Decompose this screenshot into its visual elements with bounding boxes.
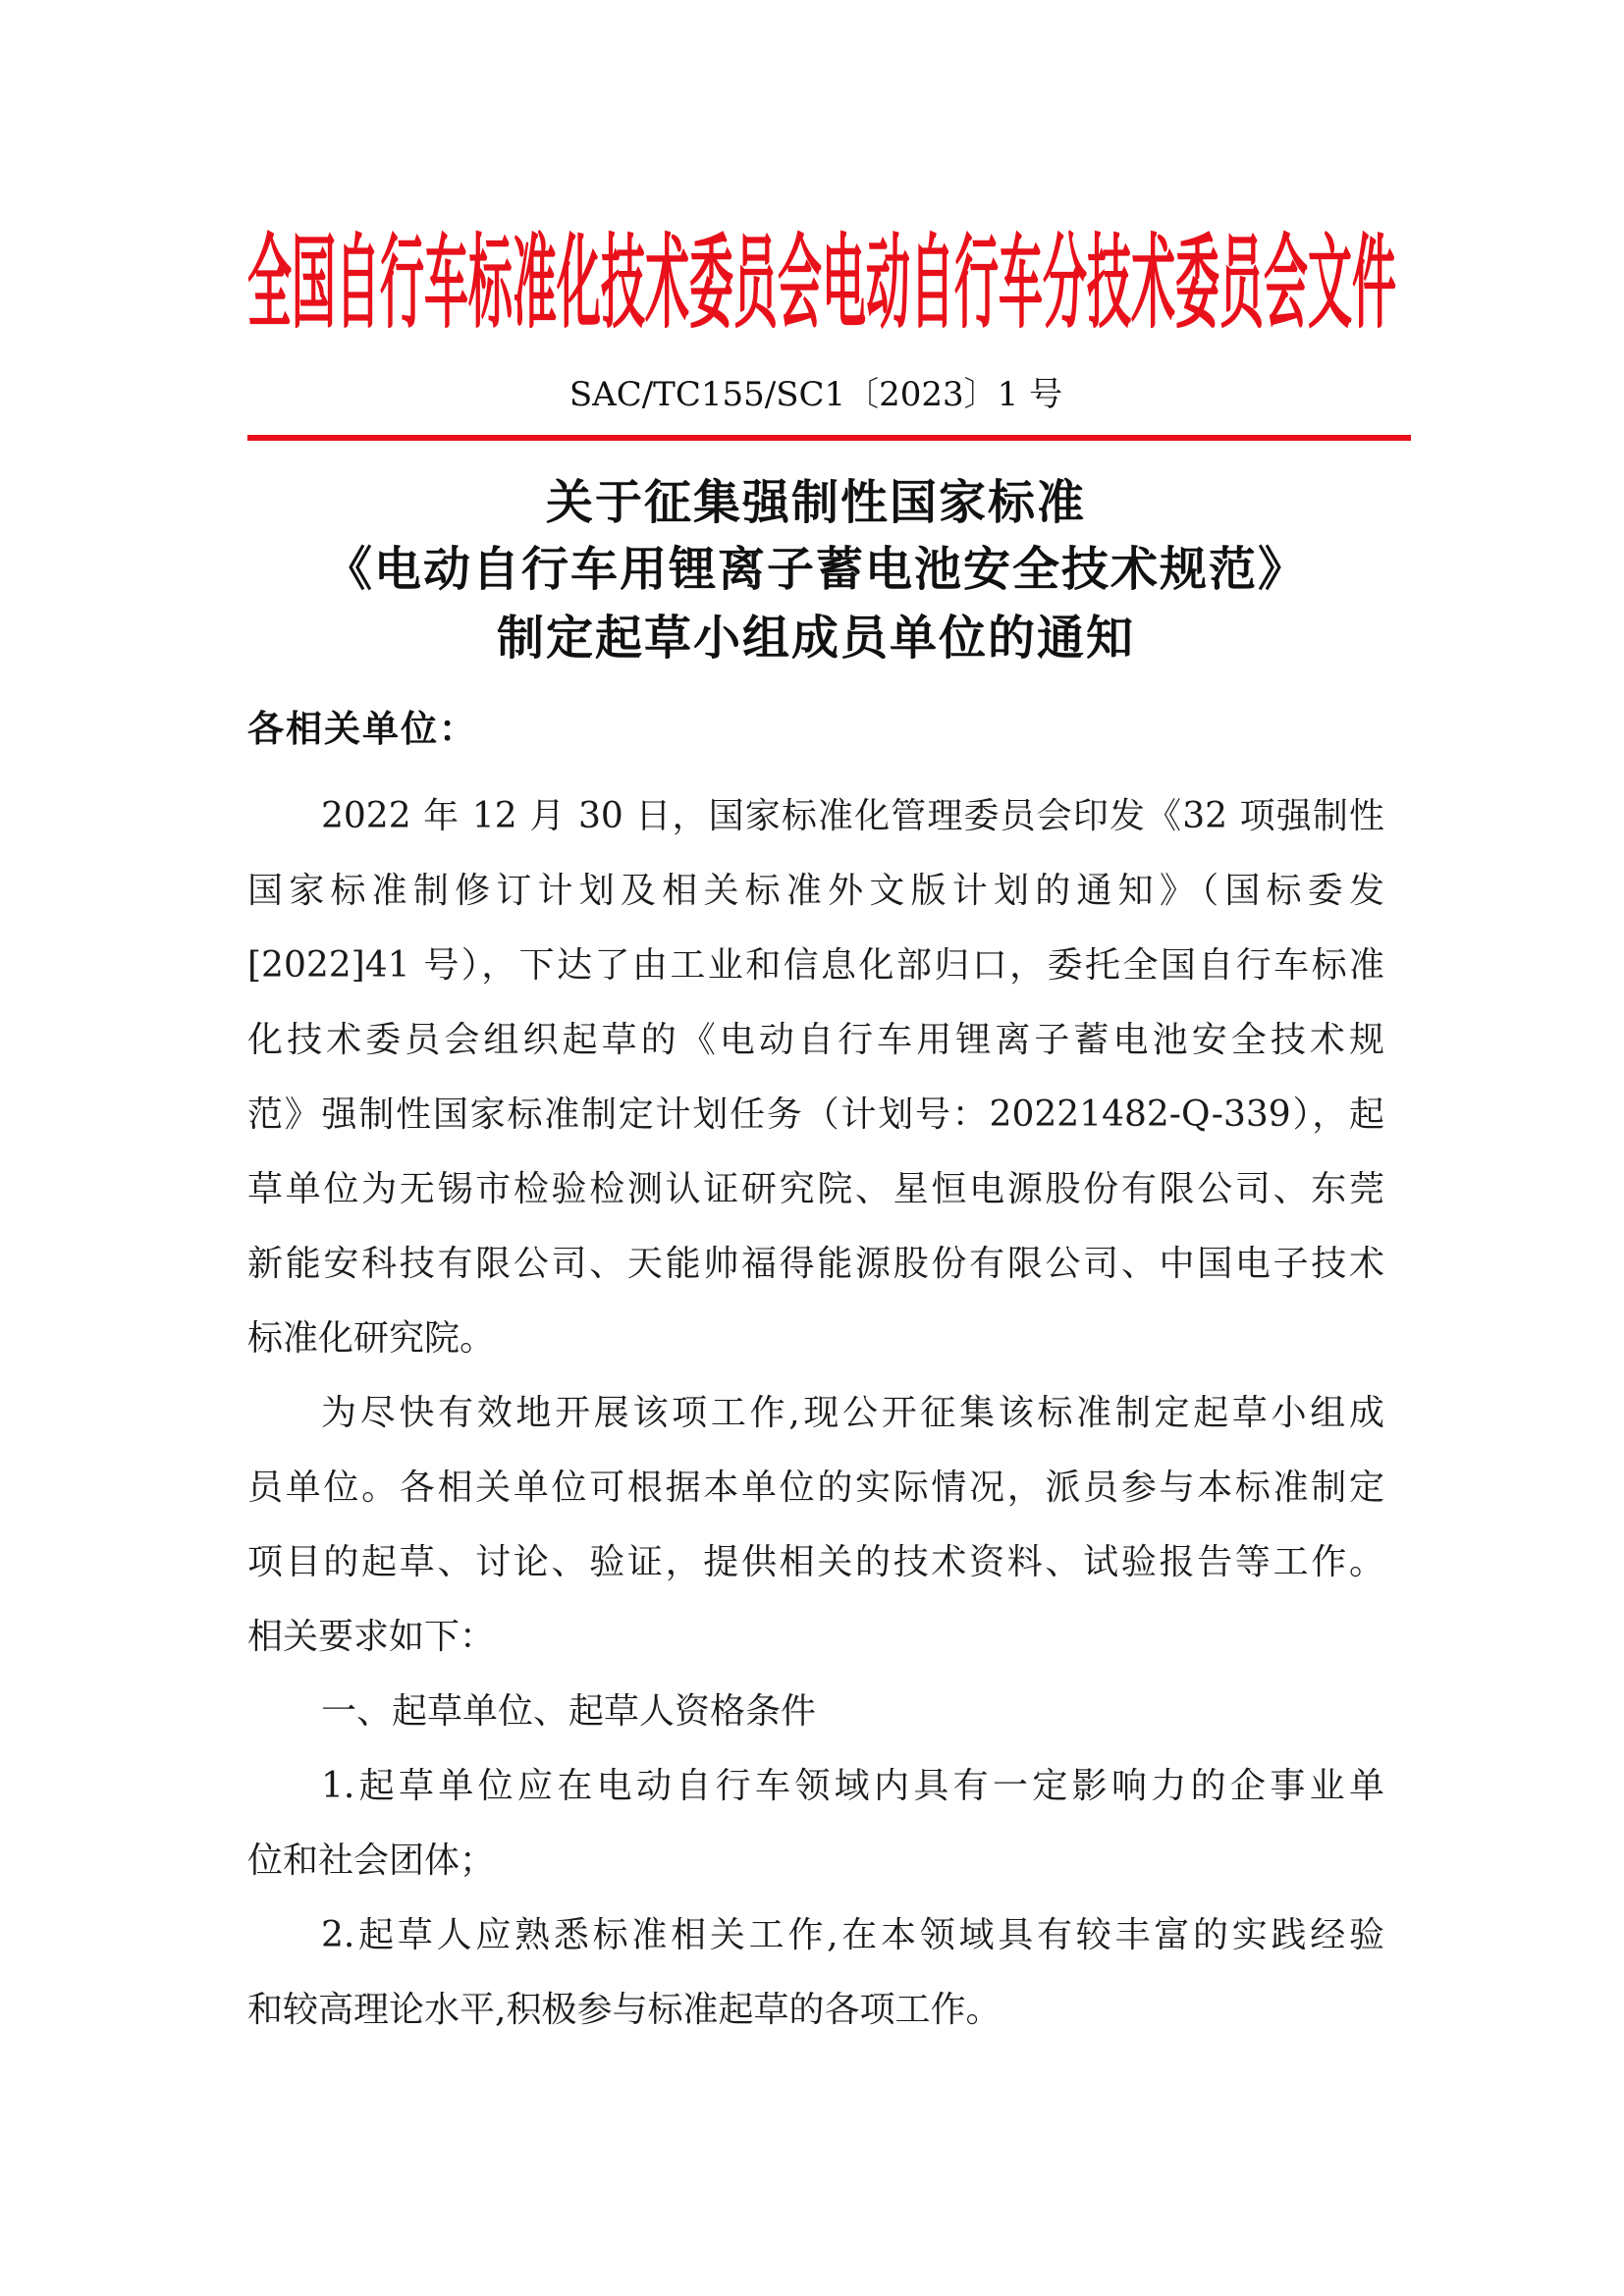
text-line: 范》强制性国家标准制定计划任务（计划号：20221482-Q-339），起 xyxy=(247,1095,1384,1135)
text-line: 为尽快有效地开展该项工作,现公开征集该标准制定起草小组成 xyxy=(321,1393,1384,1433)
title-line-2: 《电动自行车用锂离子蓄电池安全技术规范》 xyxy=(324,542,1307,597)
text-line: 新能安科技有限公司、天能帅福得能源股份有限公司、中国电子技术 xyxy=(247,1244,1384,1284)
title-line-1: 关于征集强制性国家标准 xyxy=(545,475,1086,530)
red-divider-line xyxy=(247,435,1411,441)
document-number: SAC/TC155/SC1〔2023〕1 号 xyxy=(568,375,1063,414)
text-line: 相关要求如下： xyxy=(247,1617,496,1657)
text-line: 草单位为无锡市检验检测认证研究院、星恒电源股份有限公司、东莞 xyxy=(247,1169,1384,1209)
text-line: 和较高理论水平,积极参与标准起草的各项工作。 xyxy=(247,1990,1001,2030)
text-line: 位和社会团体； xyxy=(247,1841,496,1881)
text-line: 国家标准制修订计划及相关标准外文版计划的通知》（国标委发 xyxy=(247,871,1384,911)
paragraph-call-for-members xyxy=(247,1376,1384,1675)
text-line: 化技术委员会组织起草的《电动自行车用锂离子蓄电池安全技术规 xyxy=(247,1020,1384,1060)
text-line: 一、起草单位、起草人资格条件 xyxy=(321,1691,817,1732)
text-line: [2022]41 号），下达了由工业和信息化部归口，委托全国自行车标准 xyxy=(247,945,1384,986)
title-line-3: 制定起草小组成员单位的通知 xyxy=(496,611,1135,666)
section-heading-qualifications xyxy=(247,1675,1384,1749)
requirement-item-1 xyxy=(247,1749,1384,1898)
text-line: 2.起草人应熟悉标准相关工作,在本领域具有较丰富的实践经验 xyxy=(321,1915,1384,1955)
issuer-red-header: 全国自行车标准化技术委员会电动自行车分技术委员会文件 xyxy=(247,223,1396,343)
requirement-item-2 xyxy=(247,1898,1384,2048)
body-text xyxy=(247,779,1384,2048)
paragraph-background xyxy=(247,779,1384,1376)
text-line: 项目的起草、讨论、验证，提供相关的技术资料、试验报告等工作。 xyxy=(247,1542,1384,1582)
text-line: 1.起草单位应在电动自行车领域内具有一定影响力的企事业单 xyxy=(321,1766,1384,1806)
salutation: 各相关单位： xyxy=(247,707,477,750)
text-line: 员单位。各相关单位可根据本单位的实际情况，派员参与本标准制定 xyxy=(247,1468,1384,1508)
text-line: 2022 年 12 月 30 日，国家标准化管理委员会印发《32 项强制性 xyxy=(321,796,1384,836)
text-line: 标准化研究院。 xyxy=(247,1318,496,1359)
